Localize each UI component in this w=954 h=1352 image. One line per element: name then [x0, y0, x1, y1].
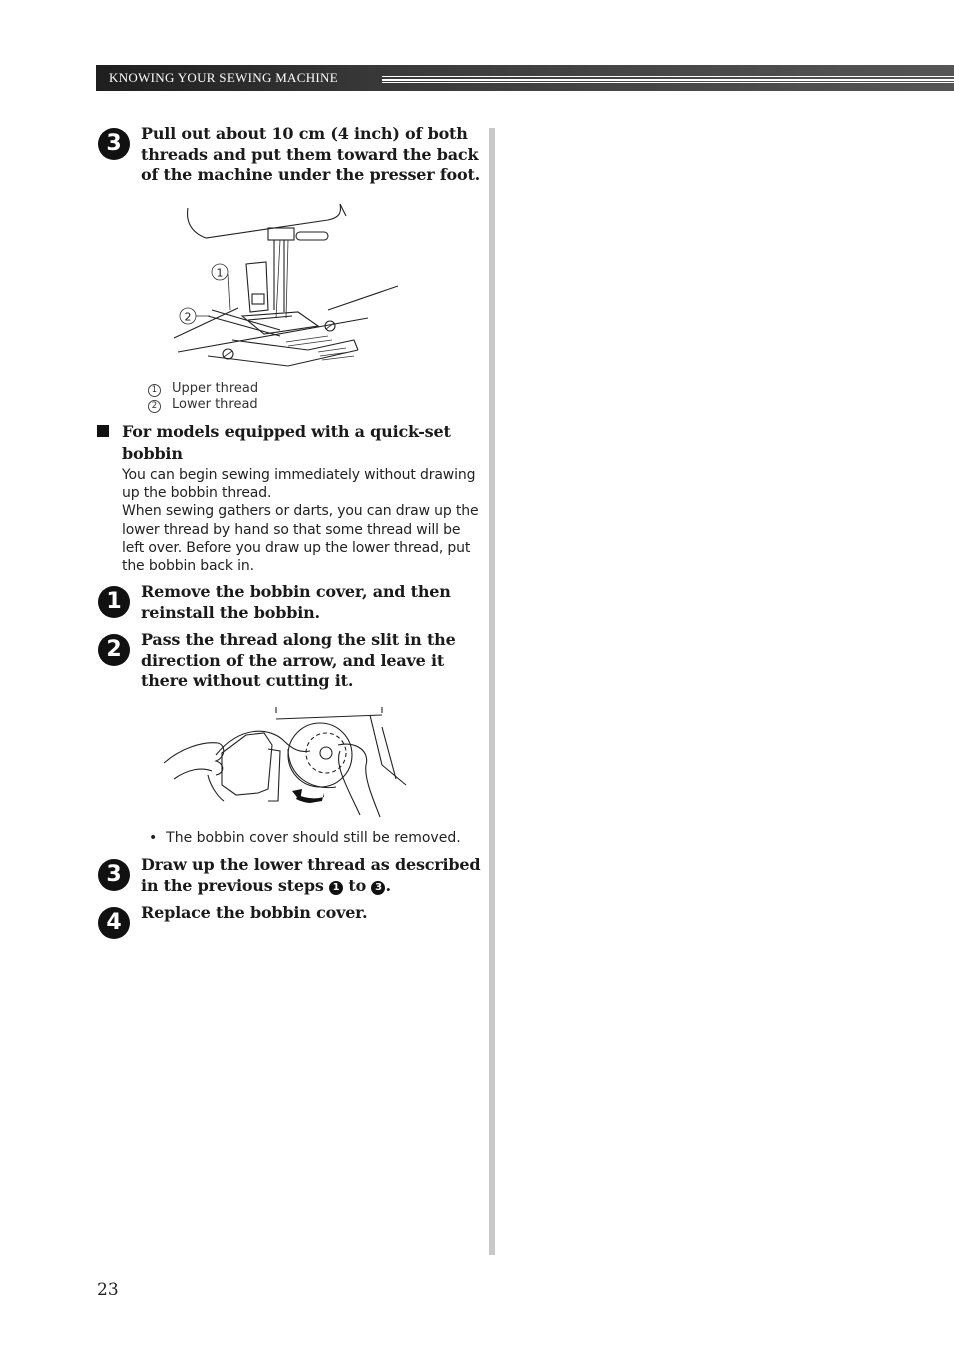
subsection-bullet-square [97, 425, 109, 437]
subsection-heading: For models equipped with a quick-set bobbin [122, 422, 451, 463]
step-number-badge: 4 [98, 907, 130, 939]
legend-marker: 2 [148, 400, 161, 413]
step-text-part: . [385, 875, 391, 895]
step-instruction: Pass the thread along the slit in the direction of the arrow, and leave it there without cutting it. [141, 630, 456, 690]
step-reference-badge: 3 [371, 881, 385, 895]
step-reference-badge: 1 [329, 881, 343, 895]
section-title: KNOWING YOUR SEWING MACHINE [109, 70, 338, 85]
step-instruction: Pull out about 10 cm (4 inch) of both threads and put them toward the back of the machine under the presser foot. [141, 124, 481, 184]
legend-marker: 1 [148, 384, 161, 397]
step-instruction [141, 855, 481, 896]
step-number-badge: 3 [98, 859, 130, 891]
body-paragraph: You can begin sewing immediately without drawing up the bobbin thread. [122, 467, 476, 502]
legend-label: Lower thread [172, 397, 258, 412]
column-divider [489, 128, 495, 1255]
legend-lower-thread [148, 397, 258, 413]
callout-1: 1 [216, 266, 224, 280]
step-number-badge: 2 [98, 634, 130, 666]
step-text-part: to [343, 875, 372, 895]
subsection-body [122, 466, 482, 575]
bobbin-thread-illustration [160, 705, 410, 820]
legend-label: Upper thread [172, 381, 259, 396]
step-instruction: Replace the bobbin cover. [141, 903, 368, 922]
callout-2: 2 [184, 310, 192, 324]
figure-note [149, 830, 461, 846]
step-number-badge: 3 [98, 128, 130, 160]
bullet-dot: • [149, 830, 167, 846]
presser-foot-illustration [168, 200, 408, 380]
note-text: The bobbin cover should still be removed. [166, 830, 461, 846]
body-paragraph: When sewing gathers or darts, you can draw up the lower thread by hand so that some thread will be left over. Before you draw up the lower thread, put the bobbin back in. [122, 503, 479, 575]
step-text-part: Draw up the lower thread as described in the previous steps [141, 855, 481, 895]
legend-upper-thread [148, 381, 258, 397]
step-instruction: Remove the bobbin cover, and then reinstall the bobbin. [141, 582, 451, 622]
step-number-badge: 1 [98, 586, 130, 618]
page-number: 23 [97, 1280, 119, 1300]
header-decorative-lines [382, 74, 954, 83]
